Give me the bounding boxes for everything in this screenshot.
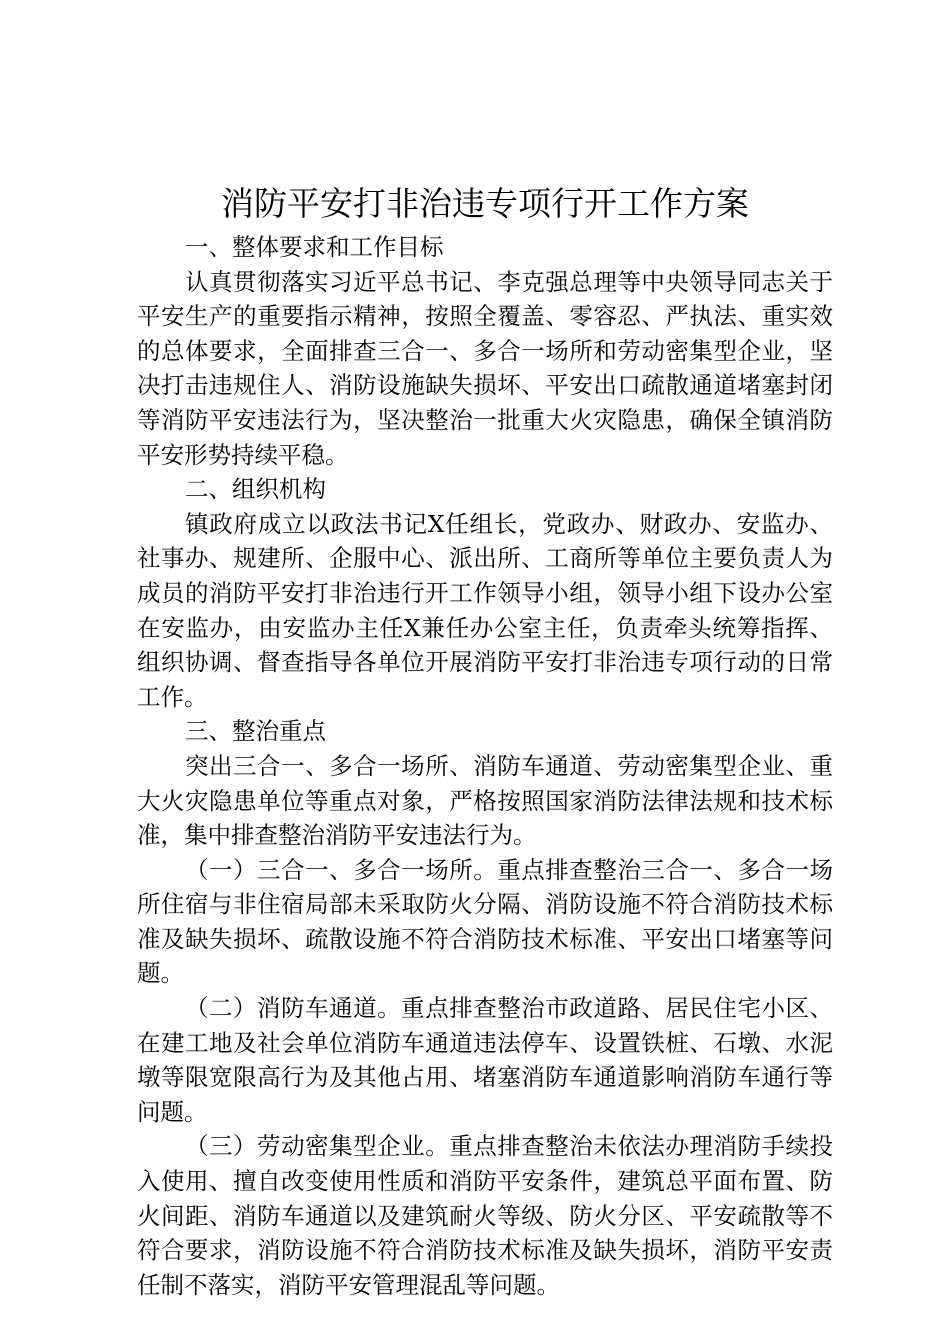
section-paragraph: 认真贯彻落实习近平总书记、李克强总理等中央领导同志关于平安生产的重要指示精神，按照全覆盖、零容忍、严执法、重实效的总体要求，全面排查三合一、多合一场所和劳动密集型企业，坚决打击违规住人、消防设施缺失损坏、平安出口疏散通道堵塞封闭等消防平安违法行为，坚决整治一批重大火灾隐患，确保全镇消防平安形势持续平稳。 xyxy=(137,267,833,469)
document-page xyxy=(137,178,833,1302)
section-paragraph: 突出三合一、多合一场所、消防车通道、劳动密集型企业、重大火灾隐患单位等重点对象，严格按照国家消防法律法规和技术标准，集中排查整治消防平安违法行为。 xyxy=(137,751,833,850)
section-paragraph: （二）消防车通道。重点排查整治市政道路、居民住宅小区、在建工地及社会单位消防车通道违法停车、设置铁桩、石墩、水泥墩等限宽限高行为及其他占用、堵塞消防车通道影响消防车通行等问题。 xyxy=(137,994,833,1126)
section-paragraph: （三）劳动密集型企业。重点排查整治未依法办理消防手续投入使用、擅自改变使用性质和消防平安条件，建筑总平面布置、防火间距、消防车通道以及建筑耐火等级、防火分区、平安疏散等不符合要求，消防设施不符合消防技术标准及缺失损坏，消防平安责任制不落实，消防平安管理混乱等问题。 xyxy=(137,1132,833,1299)
section-paragraph: （一）三合一、多合一场所。重点排查整治三合一、多合一场所住宿与非住宿局部未采取防火分隔、消防设施不符合消防技术标准及缺失损坏、疏散设施不符合消防技术标准、平安出口堵塞等问题。 xyxy=(137,855,833,988)
section-key-targets xyxy=(137,714,833,1302)
section-requirements xyxy=(137,230,833,472)
section-organization xyxy=(137,472,833,714)
section-paragraph: 镇政府成立以政法书记X任组长，党政办、财政办、安监办、社事办、规建所、企服中心、派出所、工商所等单位主要负责人为成员的消防平安打非治违行开工作领导小组，领导小组下设办公室在安监办，由安监办主任X兼任办公室主任，负责牵头统筹指挥、组织协调、督查指导各单位开展消防平安打非治违专项行动的日常工作。 xyxy=(137,509,833,711)
section-heading: 一、整体要求和工作目标 xyxy=(185,233,444,261)
section-heading: 三、整治重点 xyxy=(185,717,326,746)
document-title: 消防平安打非治违专项行开工作方案 xyxy=(221,184,749,223)
section-heading: 二、组织机构 xyxy=(185,475,326,504)
